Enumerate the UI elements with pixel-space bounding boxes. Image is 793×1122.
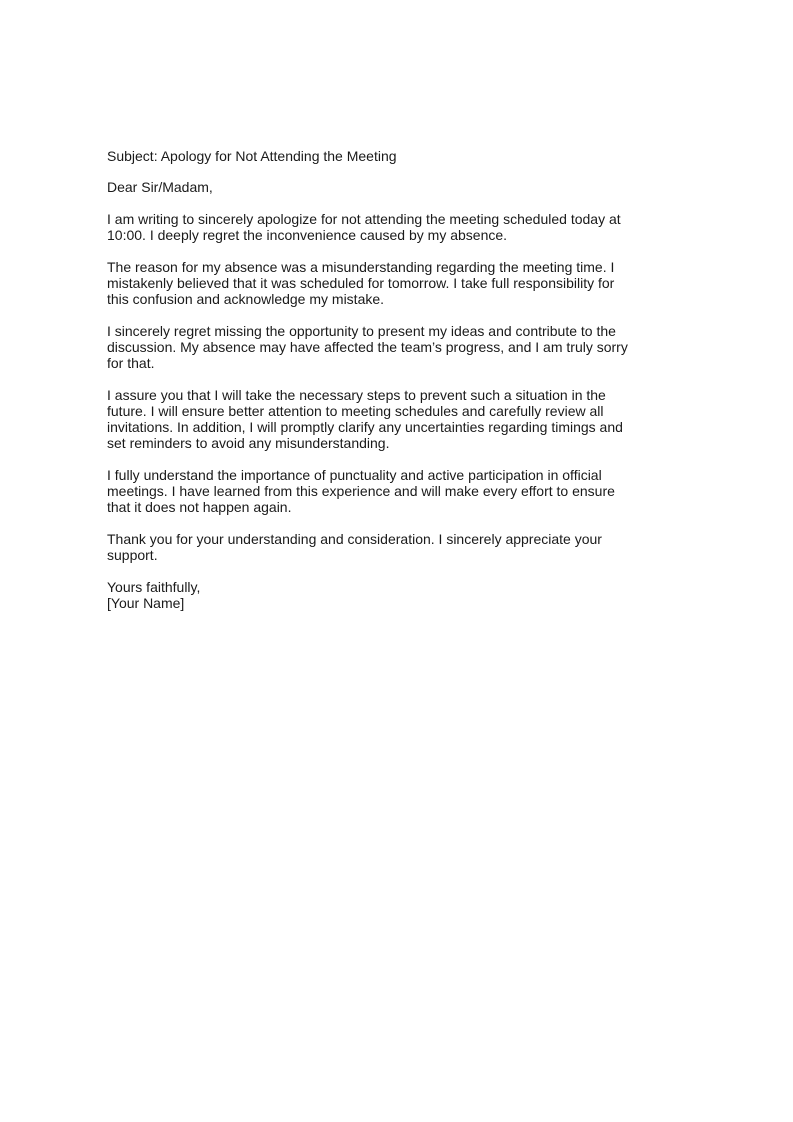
letter-paragraph-5: I fully understand the importance of punctuality and active participation in official meetings. I have learned from this experience and will make every effort to ensure that it does not happen again. <box>107 467 615 515</box>
letter-paragraph-1: I am writing to sincerely apologize for not attending the meeting scheduled today at 10:00. I deeply regret the inconvenience caused by my absence. <box>107 211 621 243</box>
letter-paragraph-3: I sincerely regret missing the opportunity to present my ideas and contribute to the discussion. My absence may have affected the team’s progress, and I am truly sorry for that. <box>107 323 628 371</box>
letter-body <box>107 148 669 611</box>
letter-closing: Yours faithfully, <box>107 579 201 595</box>
letter-salutation: Dear Sir/Madam, <box>107 179 213 195</box>
letter-signoff <box>107 579 669 611</box>
letter-signature: [Your Name] <box>107 595 185 611</box>
letter-paragraph-6: Thank you for your understanding and consideration. I sincerely appreciate your support. <box>107 531 602 563</box>
letter-paragraph-2: The reason for my absence was a misunderstanding regarding the meeting time. I mistakenly believed that it was scheduled for tomorrow. I take full responsibility for this confusion and acknowledge my mistake. <box>107 259 615 307</box>
letter-subject: Subject: Apology for Not Attending the Meeting <box>107 148 397 164</box>
letter-paragraph-4: I assure you that I will take the necessary steps to prevent such a situation in the future. I will ensure better attention to meeting schedules and carefully review all invitations. In addition, I will promptly clarify any uncertainties regarding timings and set reminders to avoid any misunderstanding. <box>107 387 623 451</box>
